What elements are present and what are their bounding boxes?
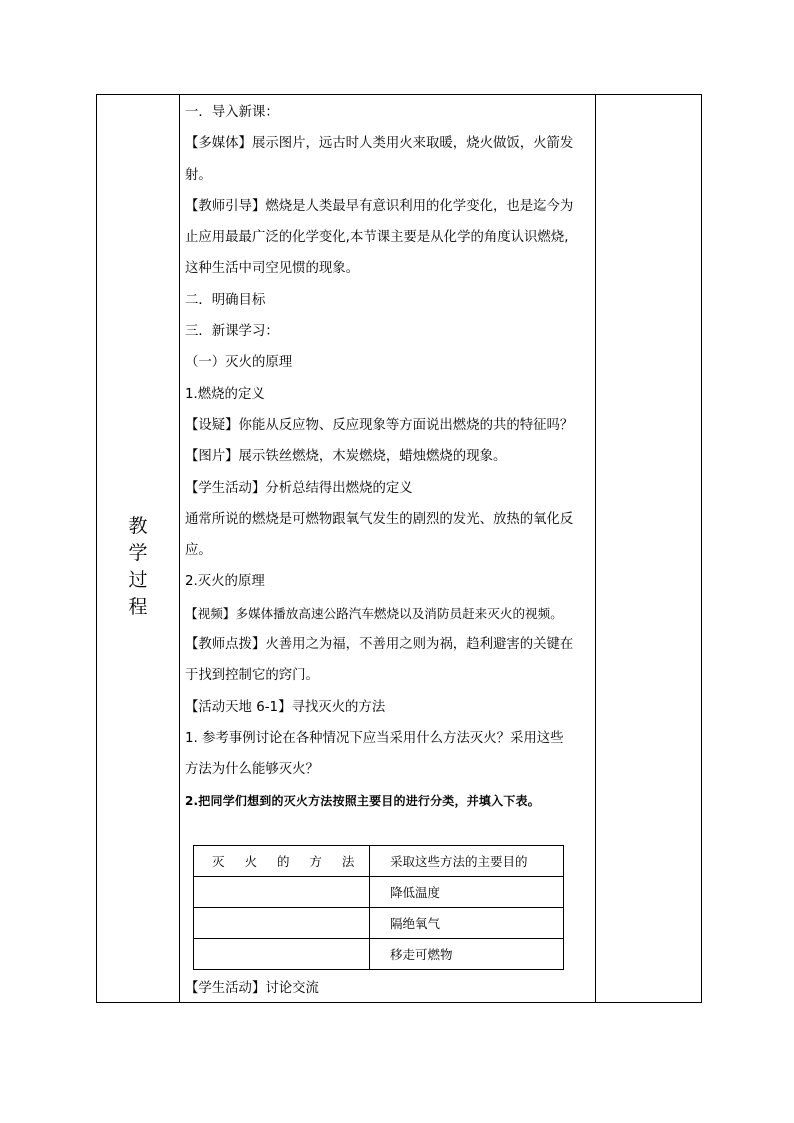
- section-new-lesson-heading: 三．新课学习：: [185, 324, 279, 340]
- text-line: 【活动天地 6-1】寻找灭火的方法: [185, 699, 386, 715]
- table-cell: [194, 939, 370, 970]
- label-char: 程: [128, 596, 148, 618]
- extinguish-methods-table: [193, 845, 564, 970]
- text-line: 【学生活动】分析总结得出燃烧的定义: [185, 480, 413, 496]
- label-char: 过: [128, 569, 148, 591]
- text-line: 于找到控制它的窍门。: [185, 668, 319, 684]
- table-cell: [194, 877, 370, 908]
- text-line: 【教师引导】燃烧是人类最早有意识利用的化学变化，也是迄今为: [185, 198, 574, 214]
- text-line: 射。: [185, 167, 212, 183]
- text-line: 通常所说的燃烧是可燃物跟氧气发生的剧烈的发光、放热的氧化反: [185, 511, 574, 527]
- text-line: 应。: [185, 543, 212, 559]
- section-intro-heading: 一．导入新课：: [185, 105, 279, 120]
- table-header-cell: 采取这些方法的主要目的: [370, 846, 564, 877]
- text-line: 【图片】展示铁丝燃烧，木炭燃烧，蜡烛燃烧的现象。: [185, 449, 507, 465]
- table-cell: 降低温度: [370, 877, 564, 908]
- label-char: 学: [128, 542, 148, 564]
- text-line: 【视频】多媒体播放高速公路汽车燃烧以及消防员赶来灭火的视频。: [185, 605, 563, 621]
- text-line: 【教师点拨】火善用之为福，不善用之则为祸，趋利避害的关键在: [185, 637, 574, 653]
- text-line: 【设疑】你能从反应物、反应现象等方面说出燃烧的共的特征吗？: [185, 417, 574, 433]
- text-line: 【多媒体】展示图片，远古时人类用火来取暖，烧火做饭，火箭发: [185, 136, 574, 152]
- table-row: [194, 939, 564, 970]
- lesson-table: [96, 94, 702, 1003]
- table-cell: 移走可燃物: [370, 939, 564, 970]
- text-line: 这种生活中司空见惯的现象。: [185, 261, 360, 277]
- table-cell: 隔绝氧气: [370, 908, 564, 939]
- table-row: [194, 846, 564, 877]
- table-row: [194, 877, 564, 908]
- table-header-cell: 灭 火 的 方 法: [194, 846, 370, 877]
- text-line: 2.灭火的原理: [185, 574, 265, 590]
- text-line-last: 【学生活动】讨论交流: [185, 981, 319, 996]
- table-cell: [194, 908, 370, 939]
- label-char: 教: [128, 515, 148, 537]
- lesson-content: [185, 97, 593, 817]
- text-line: 1.燃烧的定义: [185, 386, 265, 402]
- table-row: [194, 908, 564, 939]
- column-divider-right: [595, 95, 596, 1002]
- teaching-process-label: [97, 513, 179, 621]
- subsection-heading: （一）灭火的原理: [185, 355, 293, 371]
- column-divider-left: [179, 95, 180, 1002]
- text-line: 1. 参考事例讨论在各种情况下应当采用什么方法灭火？采用这些: [185, 730, 564, 746]
- text-line: 2.把同学们想到的灭火方法按照主要目的进行分类，并填入下表。: [185, 793, 540, 808]
- section-goals-heading: 二．明确目标: [185, 292, 266, 308]
- text-line: 止应用最最广泛的化学变化,本节课主要是从化学的角度认识燃烧,: [185, 230, 569, 246]
- text-line: 方法为什么能够灭火？: [185, 762, 319, 778]
